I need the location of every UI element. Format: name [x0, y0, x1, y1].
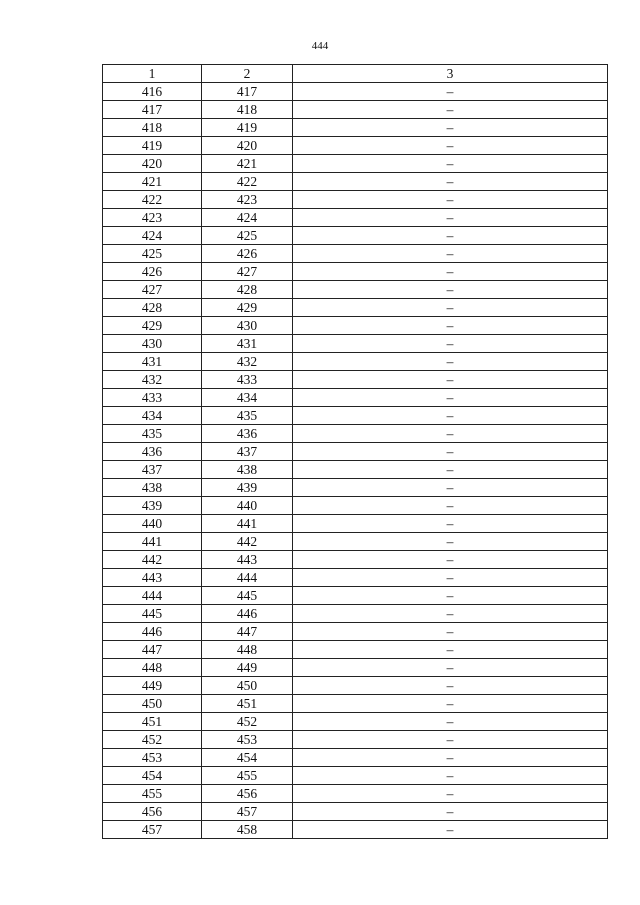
- table-cell-col-3: –: [293, 119, 608, 137]
- table-row: [103, 407, 608, 425]
- table-cell-col-1: 442: [103, 551, 202, 569]
- table-row: [103, 677, 608, 695]
- table-cell-col-3: –: [293, 659, 608, 677]
- table-row: [103, 425, 608, 443]
- table-cell-col-1: 456: [103, 803, 202, 821]
- table-row: [103, 119, 608, 137]
- table-cell-col-1: 445: [103, 605, 202, 623]
- table-cell-col-3: –: [293, 209, 608, 227]
- table-cell-col-2: 439: [202, 479, 293, 497]
- table-cell-col-3: –: [293, 137, 608, 155]
- table-row: [103, 263, 608, 281]
- table-cell-col-1: 430: [103, 335, 202, 353]
- table-cell-col-2: 451: [202, 695, 293, 713]
- table-cell-col-3: –: [293, 263, 608, 281]
- table-cell-col-1: 454: [103, 767, 202, 785]
- table-cell-col-3: –: [293, 767, 608, 785]
- table-cell-col-3: –: [293, 731, 608, 749]
- table-cell-col-1: 457: [103, 821, 202, 839]
- table-row: [103, 479, 608, 497]
- table-cell-col-3: –: [293, 569, 608, 587]
- table-row: [103, 767, 608, 785]
- table-body: [103, 83, 608, 839]
- table-cell-col-3: –: [293, 551, 608, 569]
- table-cell-col-2: 449: [202, 659, 293, 677]
- table-cell-col-3: –: [293, 353, 608, 371]
- table-cell-col-2: 455: [202, 767, 293, 785]
- table-cell-col-2: 445: [202, 587, 293, 605]
- table-cell-col-1: 444: [103, 587, 202, 605]
- table-cell-col-2: 425: [202, 227, 293, 245]
- table-cell-col-3: –: [293, 83, 608, 101]
- table-cell-col-2: 447: [202, 623, 293, 641]
- table-cell-col-1: 452: [103, 731, 202, 749]
- table-row: [103, 731, 608, 749]
- table-row: [103, 821, 608, 839]
- table-cell-col-1: 420: [103, 155, 202, 173]
- table-cell-col-1: 416: [103, 83, 202, 101]
- table-row: [103, 659, 608, 677]
- table-cell-col-3: –: [293, 101, 608, 119]
- table-cell-col-2: 419: [202, 119, 293, 137]
- table-cell-col-2: 440: [202, 497, 293, 515]
- table-cell-col-3: –: [293, 317, 608, 335]
- table-cell-col-1: 438: [103, 479, 202, 497]
- table-cell-col-2: 458: [202, 821, 293, 839]
- table-cell-col-3: –: [293, 695, 608, 713]
- table-row: [103, 461, 608, 479]
- table-cell-col-3: –: [293, 587, 608, 605]
- table-cell-col-2: 456: [202, 785, 293, 803]
- table-cell-col-2: 427: [202, 263, 293, 281]
- column-header-2: 2: [202, 65, 293, 83]
- table-cell-col-3: –: [293, 281, 608, 299]
- table-cell-col-1: 425: [103, 245, 202, 263]
- table-row: [103, 299, 608, 317]
- table-cell-col-1: 437: [103, 461, 202, 479]
- table-row: [103, 227, 608, 245]
- table-row: [103, 497, 608, 515]
- table-cell-col-3: –: [293, 245, 608, 263]
- table-cell-col-1: 449: [103, 677, 202, 695]
- table-cell-col-1: 441: [103, 533, 202, 551]
- table-row: [103, 713, 608, 731]
- table-cell-col-2: 430: [202, 317, 293, 335]
- table-row: [103, 353, 608, 371]
- table-cell-col-2: 426: [202, 245, 293, 263]
- table-row: [103, 515, 608, 533]
- table-row: [103, 587, 608, 605]
- table-cell-col-2: 423: [202, 191, 293, 209]
- table-cell-col-2: 444: [202, 569, 293, 587]
- table-cell-col-2: 450: [202, 677, 293, 695]
- table-cell-col-2: 421: [202, 155, 293, 173]
- table-cell-col-3: –: [293, 173, 608, 191]
- table-cell-col-1: 436: [103, 443, 202, 461]
- table-row: [103, 209, 608, 227]
- table-cell-col-3: –: [293, 155, 608, 173]
- table-cell-col-3: –: [293, 479, 608, 497]
- table-cell-col-1: 429: [103, 317, 202, 335]
- table-cell-col-3: –: [293, 641, 608, 659]
- table-cell-col-2: 441: [202, 515, 293, 533]
- table-cell-col-1: 418: [103, 119, 202, 137]
- table-cell-col-2: 457: [202, 803, 293, 821]
- table-cell-col-3: –: [293, 497, 608, 515]
- table-cell-col-3: –: [293, 335, 608, 353]
- column-header-3: 3: [293, 65, 608, 83]
- table-cell-col-2: 448: [202, 641, 293, 659]
- table-cell-col-2: 431: [202, 335, 293, 353]
- table-cell-col-3: –: [293, 677, 608, 695]
- table-cell-col-1: 424: [103, 227, 202, 245]
- table-cell-col-3: –: [293, 713, 608, 731]
- table-cell-col-2: 432: [202, 353, 293, 371]
- table-row: [103, 605, 608, 623]
- table-cell-col-1: 439: [103, 497, 202, 515]
- table-cell-col-1: 427: [103, 281, 202, 299]
- table-cell-col-3: –: [293, 605, 608, 623]
- table-row: [103, 371, 608, 389]
- table-cell-col-2: 452: [202, 713, 293, 731]
- table-cell-col-3: –: [293, 425, 608, 443]
- table-cell-col-1: 435: [103, 425, 202, 443]
- table-cell-col-1: 421: [103, 173, 202, 191]
- table-row: [103, 749, 608, 767]
- table-row: [103, 335, 608, 353]
- table-row: [103, 101, 608, 119]
- table-header: [103, 65, 608, 83]
- table-cell-col-3: –: [293, 443, 608, 461]
- table-cell-col-2: 443: [202, 551, 293, 569]
- table-cell-col-2: 437: [202, 443, 293, 461]
- table-row: [103, 173, 608, 191]
- table-cell-col-2: 434: [202, 389, 293, 407]
- table-cell-col-2: 418: [202, 101, 293, 119]
- table-cell-col-2: 417: [202, 83, 293, 101]
- table-cell-col-2: 433: [202, 371, 293, 389]
- header-row: [103, 65, 608, 83]
- table-cell-col-1: 419: [103, 137, 202, 155]
- table-cell-col-1: 451: [103, 713, 202, 731]
- table-cell-col-1: 443: [103, 569, 202, 587]
- table-cell-col-1: 455: [103, 785, 202, 803]
- table-row: [103, 137, 608, 155]
- table-cell-col-2: 424: [202, 209, 293, 227]
- table-cell-col-3: –: [293, 407, 608, 425]
- table-row: [103, 803, 608, 821]
- table-row: [103, 641, 608, 659]
- table-cell-col-3: –: [293, 821, 608, 839]
- column-header-1: 1: [103, 65, 202, 83]
- table-cell-col-2: 435: [202, 407, 293, 425]
- table-row: [103, 317, 608, 335]
- table-cell-col-1: 450: [103, 695, 202, 713]
- table-cell-col-1: 433: [103, 389, 202, 407]
- table-row: [103, 785, 608, 803]
- table-cell-col-3: –: [293, 371, 608, 389]
- table-cell-col-1: 446: [103, 623, 202, 641]
- table-cell-col-1: 431: [103, 353, 202, 371]
- table-row: [103, 83, 608, 101]
- table-cell-col-2: 428: [202, 281, 293, 299]
- table-cell-col-3: –: [293, 389, 608, 407]
- table-cell-col-2: 438: [202, 461, 293, 479]
- table-cell-col-2: 454: [202, 749, 293, 767]
- table-row: [103, 281, 608, 299]
- table-cell-col-3: –: [293, 623, 608, 641]
- table-cell-col-1: 453: [103, 749, 202, 767]
- table-row: [103, 155, 608, 173]
- table-row: [103, 443, 608, 461]
- table-cell-col-3: –: [293, 515, 608, 533]
- table-row: [103, 191, 608, 209]
- table-cell-col-2: 442: [202, 533, 293, 551]
- table-cell-col-3: –: [293, 299, 608, 317]
- table-cell-col-3: –: [293, 461, 608, 479]
- page-number: 444: [311, 40, 329, 52]
- table-cell-col-1: 434: [103, 407, 202, 425]
- table-cell-col-3: –: [293, 785, 608, 803]
- table-cell-col-1: 428: [103, 299, 202, 317]
- data-table: [102, 64, 608, 839]
- table-cell-col-1: 422: [103, 191, 202, 209]
- table-row: [103, 551, 608, 569]
- table-row: [103, 695, 608, 713]
- table-cell-col-1: 432: [103, 371, 202, 389]
- table-cell-col-3: –: [293, 803, 608, 821]
- table-row: [103, 569, 608, 587]
- table-cell-col-2: 436: [202, 425, 293, 443]
- table-cell-col-3: –: [293, 191, 608, 209]
- table-cell-col-2: 446: [202, 605, 293, 623]
- table-cell-col-1: 440: [103, 515, 202, 533]
- table-row: [103, 389, 608, 407]
- table-cell-col-1: 426: [103, 263, 202, 281]
- table-cell-col-3: –: [293, 533, 608, 551]
- table-cell-col-1: 448: [103, 659, 202, 677]
- table-cell-col-2: 420: [202, 137, 293, 155]
- table-cell-col-3: –: [293, 749, 608, 767]
- table-cell-col-3: –: [293, 227, 608, 245]
- table-cell-col-2: 453: [202, 731, 293, 749]
- table-cell-col-2: 422: [202, 173, 293, 191]
- table-cell-col-1: 423: [103, 209, 202, 227]
- table-cell-col-1: 447: [103, 641, 202, 659]
- table-cell-col-2: 429: [202, 299, 293, 317]
- table-row: [103, 245, 608, 263]
- table-cell-col-1: 417: [103, 101, 202, 119]
- table-row: [103, 623, 608, 641]
- table-row: [103, 533, 608, 551]
